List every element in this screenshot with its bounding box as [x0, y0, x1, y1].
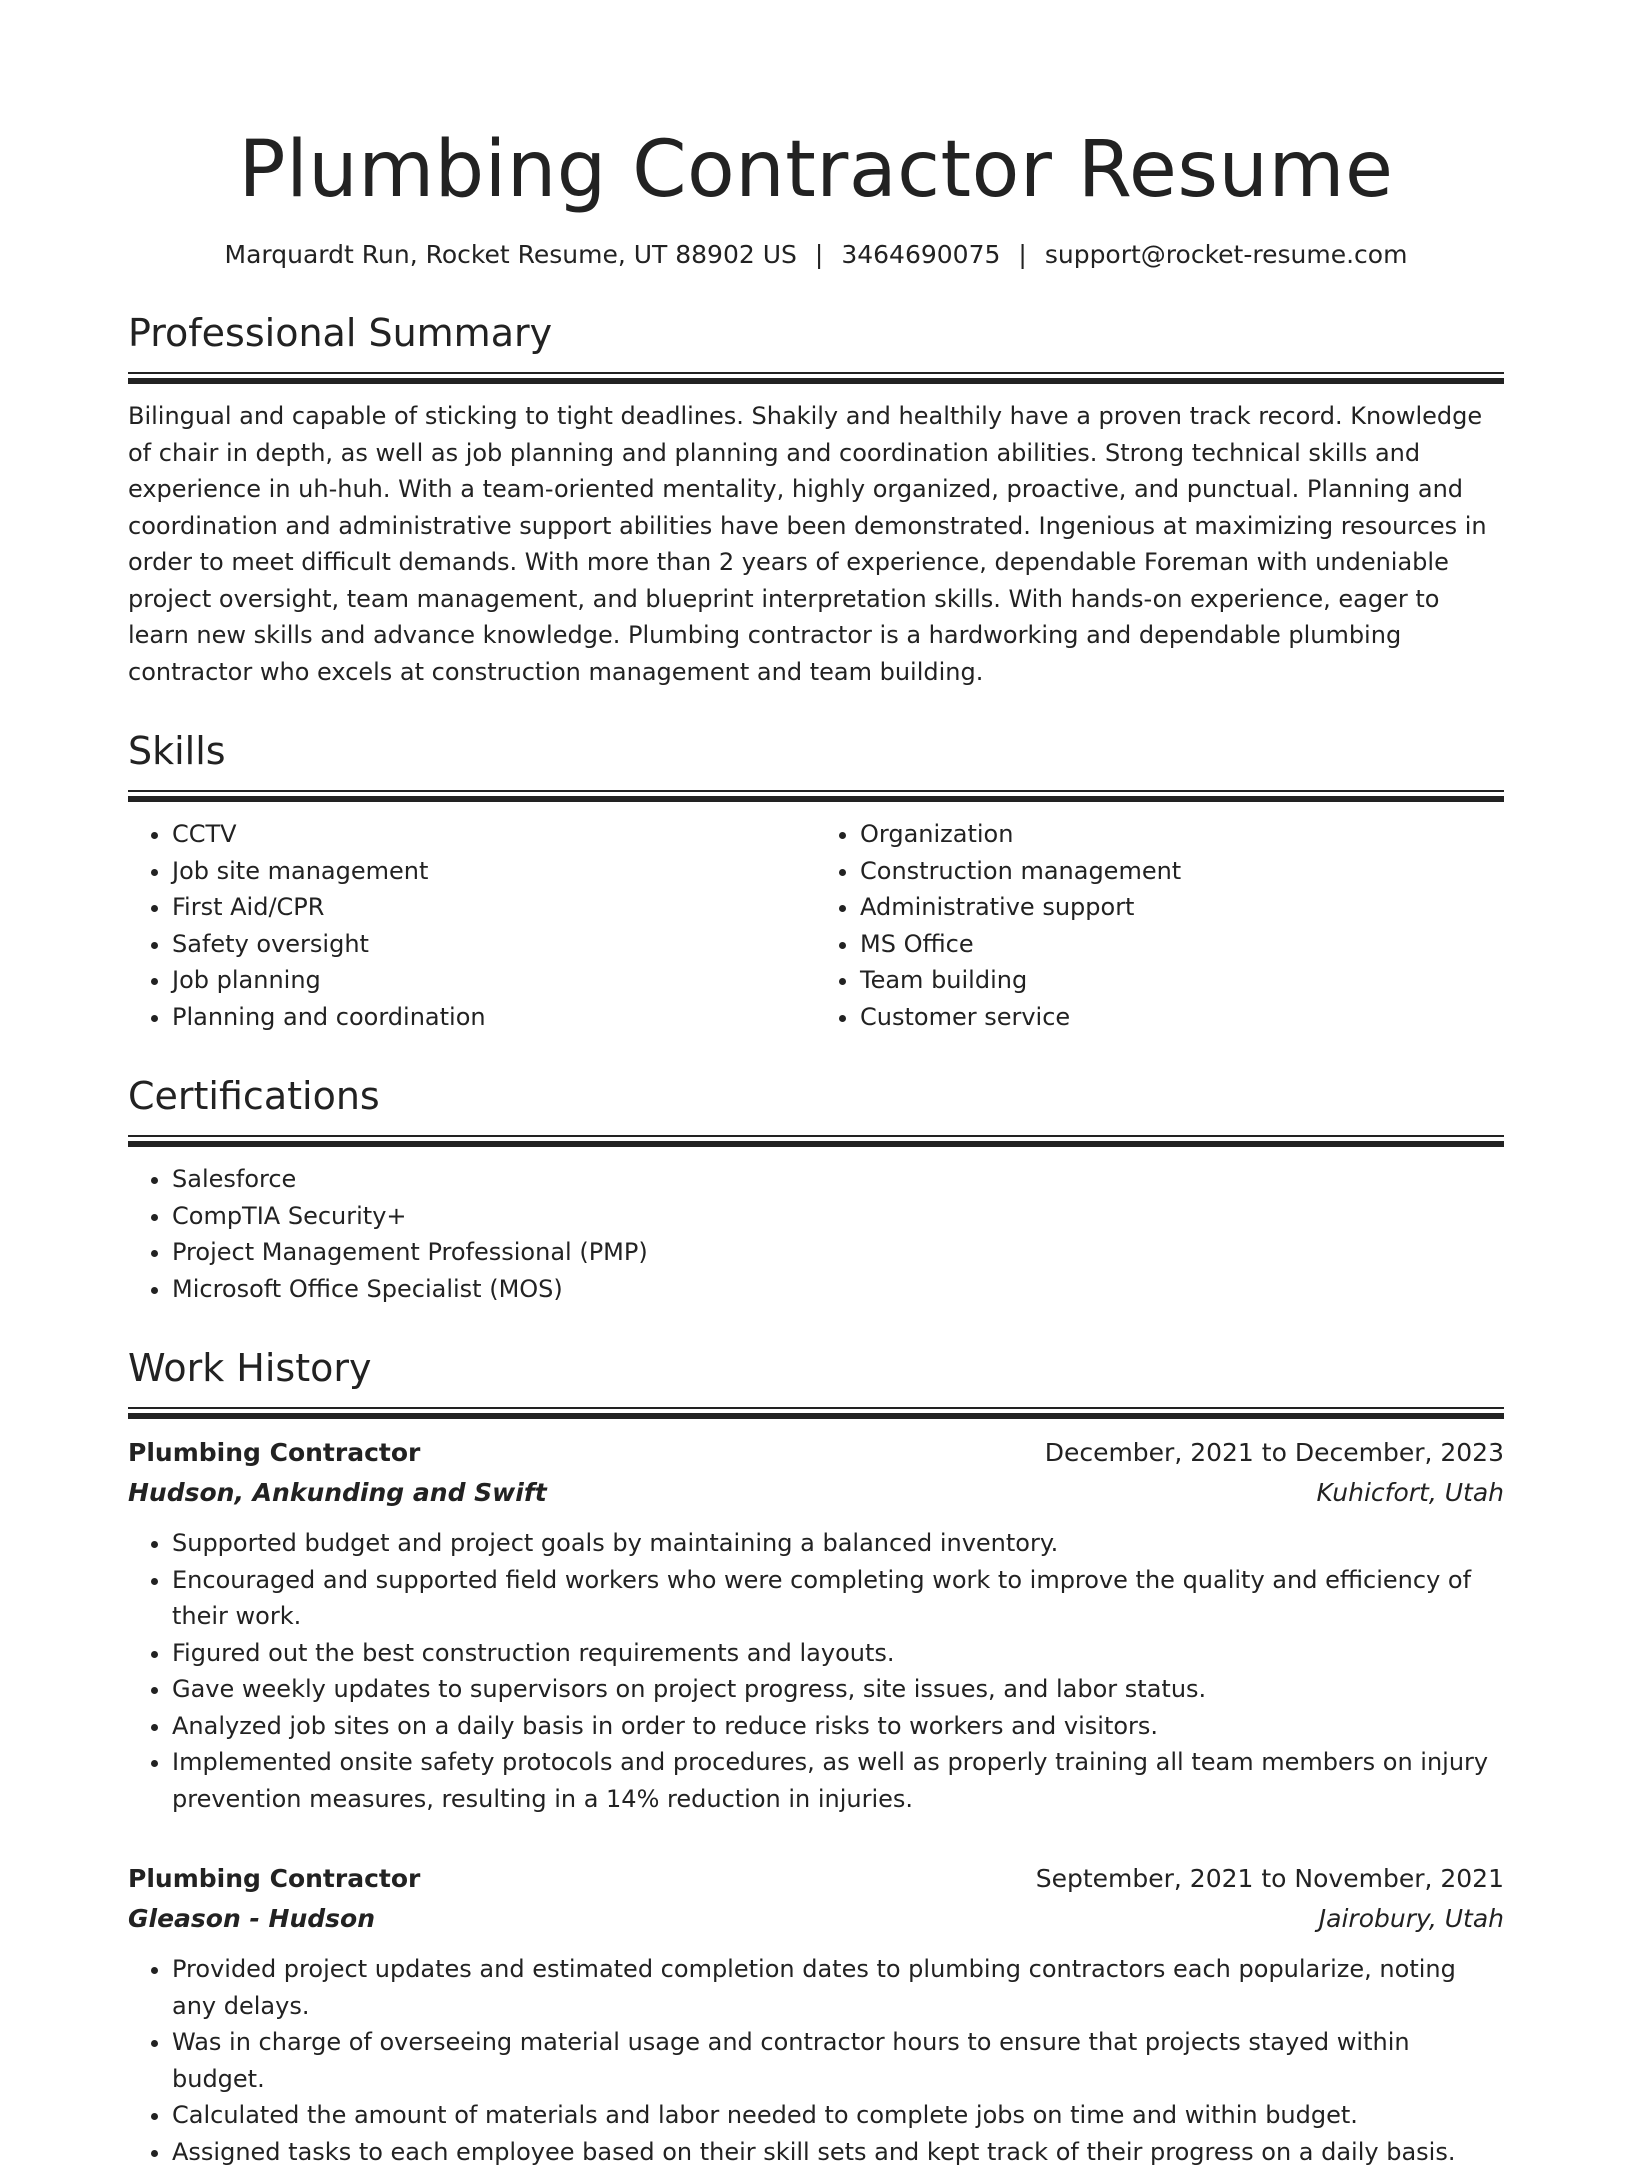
job-dates: December, 2021 to December, 2023	[1045, 1433, 1504, 1473]
job-duty-item: • Encouraged and supported field workers who were completing work to improve the quality and efficiency of their work.	[172, 1562, 1504, 1635]
skill-item: • Job site management	[172, 853, 816, 890]
certifications-section	[128, 1071, 1504, 1307]
skill-item: • Planning and coordination	[172, 999, 816, 1036]
contact-separator: |	[815, 238, 823, 272]
contact-info	[128, 238, 1504, 272]
skill-item: • Job planning	[172, 962, 816, 999]
certifications-list	[128, 1161, 1504, 1307]
skills-list-right	[816, 816, 1504, 1035]
section-divider	[128, 372, 1504, 384]
contact-separator: |	[1018, 238, 1026, 272]
job-company-row	[128, 1473, 1504, 1513]
job-duty-item: • Assigned tasks to each employee based on their skill sets and kept track of their progress on a daily basis.	[172, 2134, 1504, 2170]
job-duty-item: • Calculated the amount of materials and labor needed to complete jobs on time and within budget.	[172, 2097, 1504, 2134]
skill-item: • Organization	[860, 816, 1504, 853]
work-history-section	[128, 1343, 1504, 2170]
skills-grid	[128, 816, 1504, 1035]
job-duty-item: • Gave weekly updates to supervisors on project progress, site issues, and labor status.	[172, 1671, 1504, 1708]
job-company-row	[128, 1899, 1504, 1939]
certification-item: • Microsoft Office Specialist (MOS)	[172, 1271, 1504, 1308]
section-divider	[128, 790, 1504, 802]
contact-email: support@rocket-resume.com	[1045, 240, 1408, 269]
job-location: Jairobury, Utah	[1319, 1899, 1504, 1939]
section-divider	[128, 1407, 1504, 1419]
skills-section	[128, 726, 1504, 1035]
skill-item: • CCTV	[172, 816, 816, 853]
job-duty-item: • Analyzed job sites on a daily basis in order to reduce risks to workers and visitors.	[172, 1708, 1504, 1745]
job-duty-item: • Figured out the best construction requirements and layouts.	[172, 1635, 1504, 1672]
skill-item: • Safety oversight	[172, 926, 816, 963]
job-entry	[128, 1433, 1504, 1817]
skill-item: • MS Office	[860, 926, 1504, 963]
job-header-row	[128, 1433, 1504, 1473]
skill-item: • First Aid/CPR	[172, 889, 816, 926]
job-duty-item: • Was in charge of overseeing material usage and contractor hours to ensure that projects stayed within budget.	[172, 2024, 1504, 2097]
job-duty-item: • Implemented onsite safety protocols and procedures, as well as properly training all team members on injury prevention measures, resulting in a 14% reduction in injuries.	[172, 1744, 1504, 1817]
job-duty-item: • Supported budget and project goals by maintaining a balanced inventory.	[172, 1525, 1504, 1562]
certification-item: • CompTIA Security+	[172, 1198, 1504, 1235]
job-duty-item: • Provided project updates and estimated completion dates to plumbing contractors each popularize, noting any delays.	[172, 1951, 1504, 2024]
certification-item: • Project Management Professional (PMP)	[172, 1234, 1504, 1271]
skill-item: • Administrative support	[860, 889, 1504, 926]
job-company: Hudson, Ankunding and Swift	[128, 1473, 547, 1513]
job-company: Gleason - Hudson	[128, 1899, 375, 1939]
section-heading-work-history: Work History	[128, 1343, 1504, 1393]
contact-phone: 3464690075	[841, 240, 1000, 269]
job-entry	[128, 1859, 1504, 2170]
contact-address: Marquardt Run, Rocket Resume, UT 88902 US	[225, 240, 797, 269]
section-heading-skills: Skills	[128, 726, 1504, 776]
job-duties-list	[128, 1951, 1504, 2170]
job-duties-list	[128, 1525, 1504, 1817]
section-heading-certifications: Certifications	[128, 1071, 1504, 1121]
skills-list-left	[128, 816, 816, 1035]
skill-item: • Customer service	[860, 999, 1504, 1036]
job-header-row	[128, 1859, 1504, 1899]
skill-item: • Team building	[860, 962, 1504, 999]
job-location: Kuhicfort, Utah	[1317, 1473, 1504, 1513]
summary-text: Bilingual and capable of sticking to tight deadlines. Shakily and healthily have a proven track record. Knowledge of chair in depth, as well as job planning and planning and coordination abilities. Strong technical skills and experience in uh-huh. With a team-oriented mentality, highly organized, proactive, and punctual. Planning and coordination and administrative support abilities have been demonstrated. Ingenious at maximizing resources in order to meet difficult demands. With more than 2 years of experience, dependable Foreman with undeniable project oversight, team management, and blueprint interpretation skills. With hands-on experience, eager to learn new skills and advance knowledge. Plumbing contractor is a hardworking and dependable plumbing contractor who excels at construction management and team building.	[128, 398, 1504, 690]
job-title: Plumbing Contractor	[128, 1433, 420, 1473]
section-heading-summary: Professional Summary	[128, 308, 1504, 358]
job-title: Plumbing Contractor	[128, 1859, 420, 1899]
skill-item: • Construction management	[860, 853, 1504, 890]
certification-item: • Salesforce	[172, 1161, 1504, 1198]
job-dates: September, 2021 to November, 2021	[1036, 1859, 1504, 1899]
section-divider	[128, 1135, 1504, 1147]
summary-section	[128, 308, 1504, 690]
page-title: Plumbing Contractor Resume	[128, 118, 1504, 222]
